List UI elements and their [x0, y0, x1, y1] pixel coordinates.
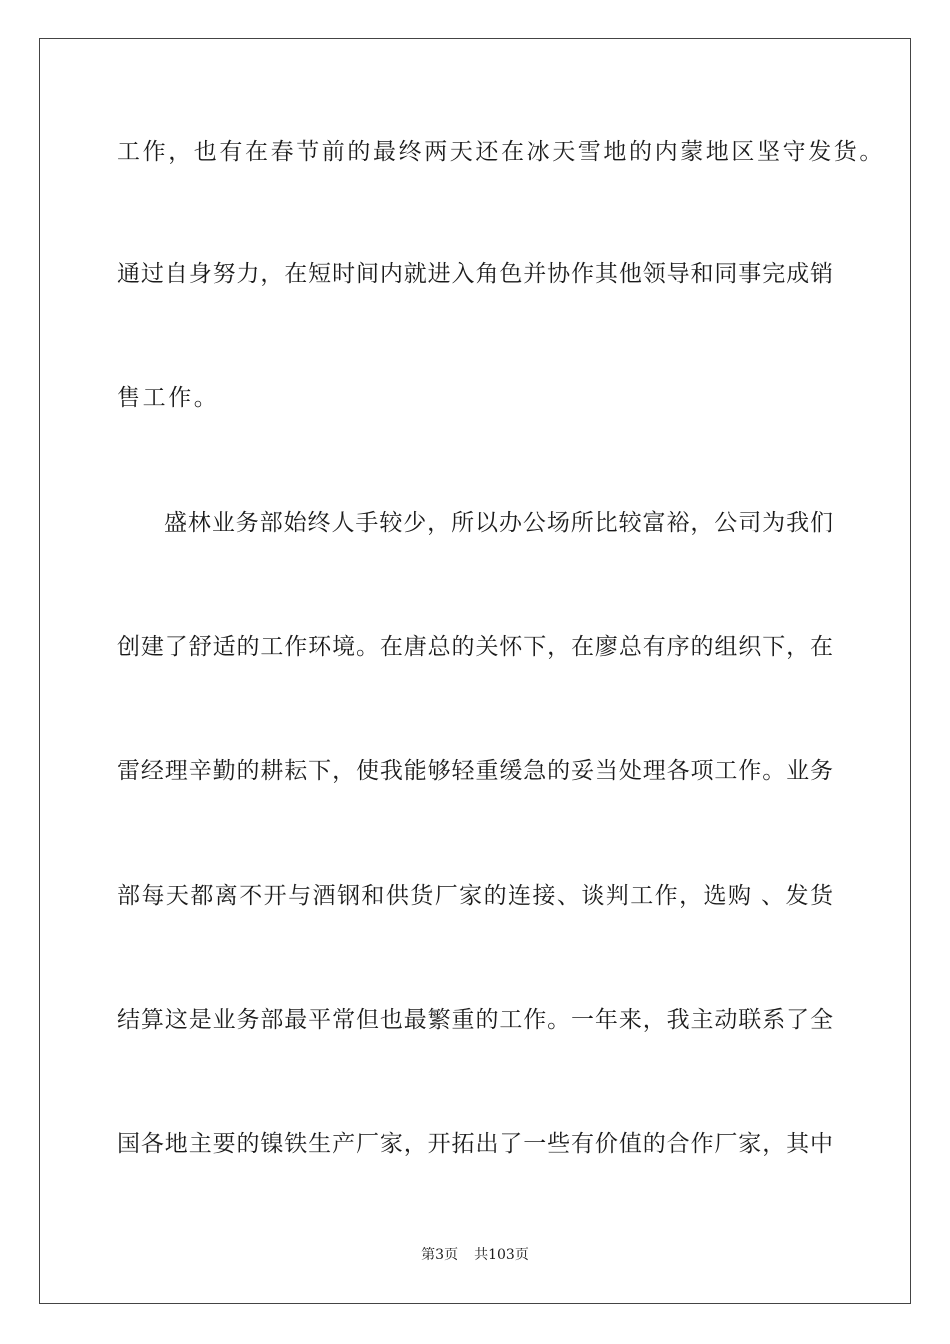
total-pages: 共103页: [474, 1247, 529, 1263]
body-line-2: 通过自身努力，在短时间内就进入角色并协作其他领导和同事完成销: [117, 261, 833, 287]
body-line-3: 售工作。: [117, 385, 220, 411]
page-number: 第3页: [421, 1247, 459, 1263]
body-line-1: 工作，也有在春节前的最终两天还在冰天雪地的内蒙地区坚守发货。: [117, 139, 885, 165]
body-line-7: 部每天都离不开与酒钢和供货厂家的连接、谈判工作，选购 、发货: [117, 883, 833, 909]
page-footer: [0, 1246, 950, 1264]
body-line-4: 盛林业务部始终人手较少，所以办公场所比较富裕，公司为我们: [164, 510, 833, 536]
body-line-6: 雷经理辛勤的耕耘下，使我能够轻重缓急的妥当处理各项工作。业务: [117, 758, 833, 784]
body-line-8: 结算这是业务部最平常但也最繁重的工作。一年来，我主动联系了全: [117, 1007, 833, 1033]
page-border: [39, 38, 911, 1304]
body-line-9: 国各地主要的镍铁生产厂家，开拓出了一些有价值的合作厂家，其中: [117, 1131, 833, 1157]
body-line-5: 创建了舒适的工作环境。在唐总的关怀下，在廖总有序的组织下，在: [117, 634, 833, 660]
